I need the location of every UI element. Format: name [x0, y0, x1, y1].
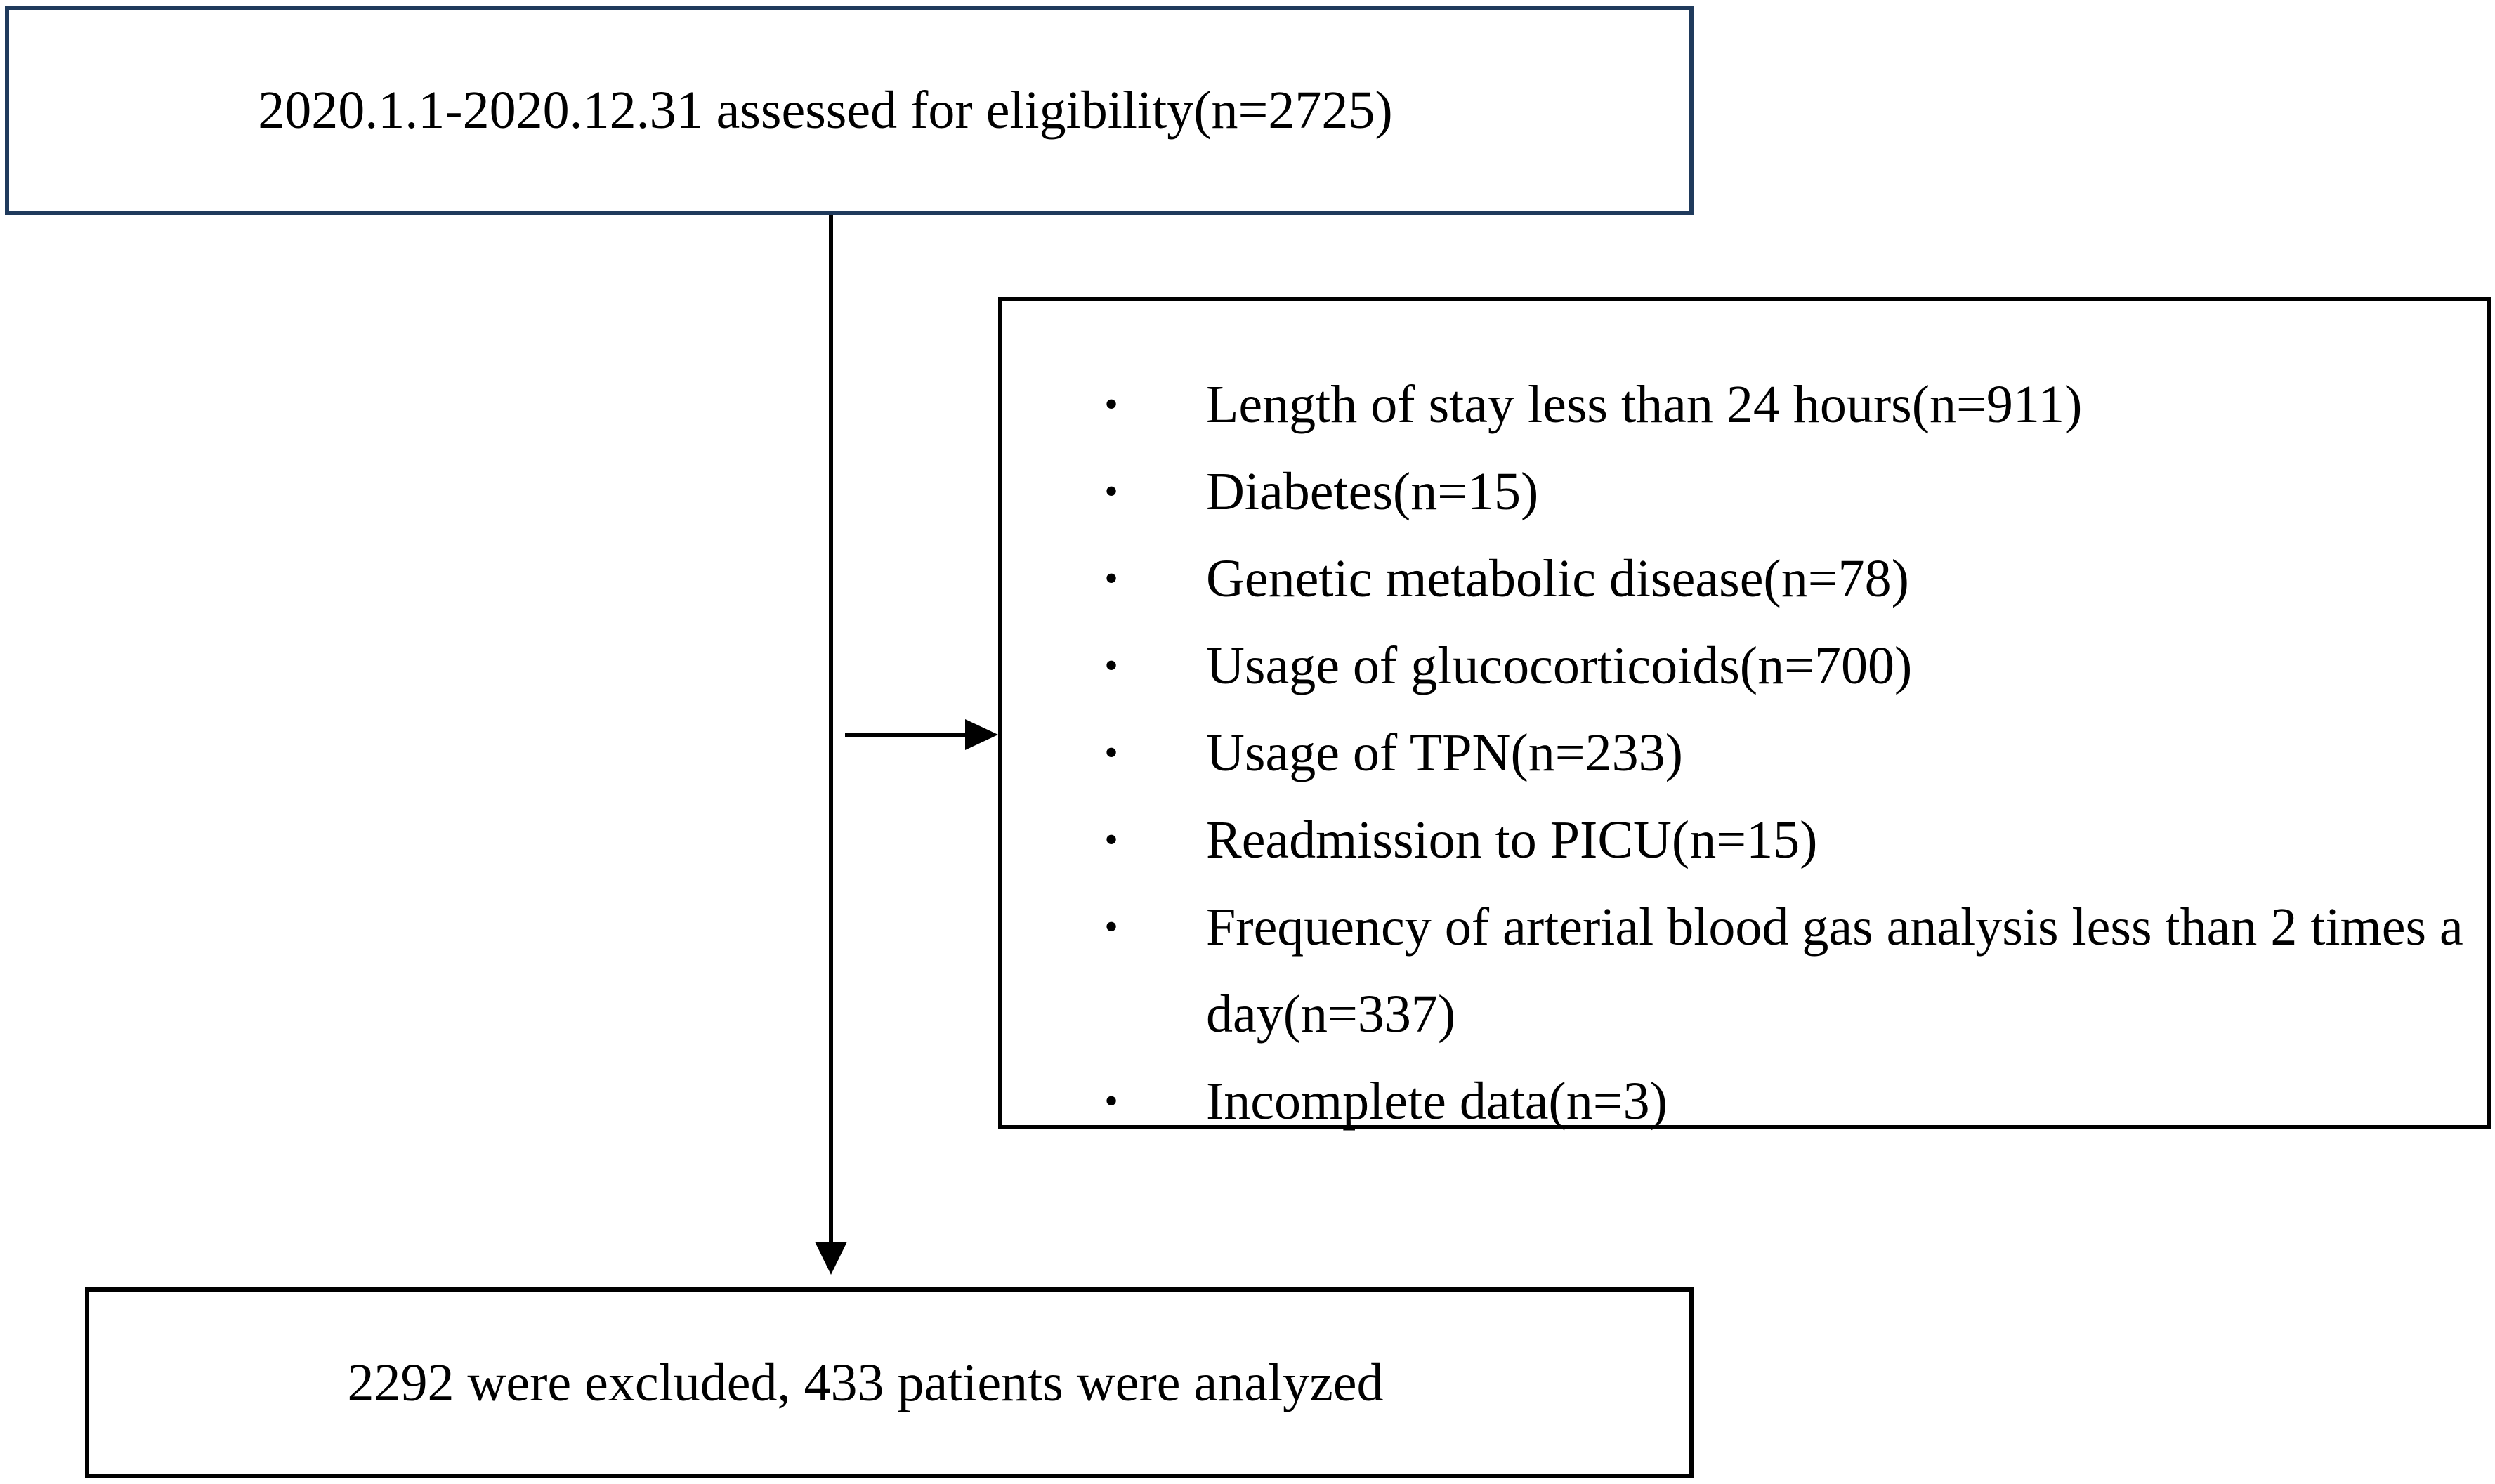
exclusion-arrowhead-icon — [965, 719, 998, 750]
bullet-icon: • — [1104, 557, 1118, 600]
exclusion-item-label: Genetic metabolic disease(n=78) — [1206, 549, 1909, 608]
bullet-icon: • — [1104, 1079, 1118, 1123]
eligibility-box — [5, 6, 1694, 215]
exclusion-item-label: Usage of TPN(n=233) — [1206, 723, 1683, 782]
exclusion-item-label: Length of stay less than 24 hours(n=911) — [1206, 375, 2083, 434]
exclusion-item-label: Frequency of arterial blood gas analysis less than 2 times a day(n=337) — [1206, 898, 2463, 1044]
bullet-icon: • — [1104, 383, 1118, 426]
exclusion-item-label: Diabetes(n=15) — [1206, 462, 1539, 521]
main-flow-arrowhead-icon — [815, 1242, 847, 1275]
analyzed-box — [85, 1287, 1694, 1478]
bullet-icon: • — [1104, 818, 1118, 862]
exclusion-item-label: Incomplete data(n=3) — [1206, 1072, 1668, 1131]
exclusion-criteria-box — [998, 297, 2491, 1129]
exclusion-item-label: Readmission to PICU(n=15) — [1206, 810, 1818, 869]
analyzed-text: 2292 were excluded, 433 patients were analyzed — [347, 1353, 1384, 1412]
exclusion-item-label: Usage of glucocorticoids(n=700) — [1206, 636, 1913, 695]
eligibility-text: 2020.1.1-2020.12.31 assessed for eligibility(n=2725) — [258, 81, 1393, 140]
bullet-icon: • — [1104, 470, 1118, 513]
bullet-icon: • — [1104, 731, 1118, 775]
bullet-icon: • — [1104, 905, 1118, 949]
bullet-icon: • — [1104, 644, 1118, 688]
